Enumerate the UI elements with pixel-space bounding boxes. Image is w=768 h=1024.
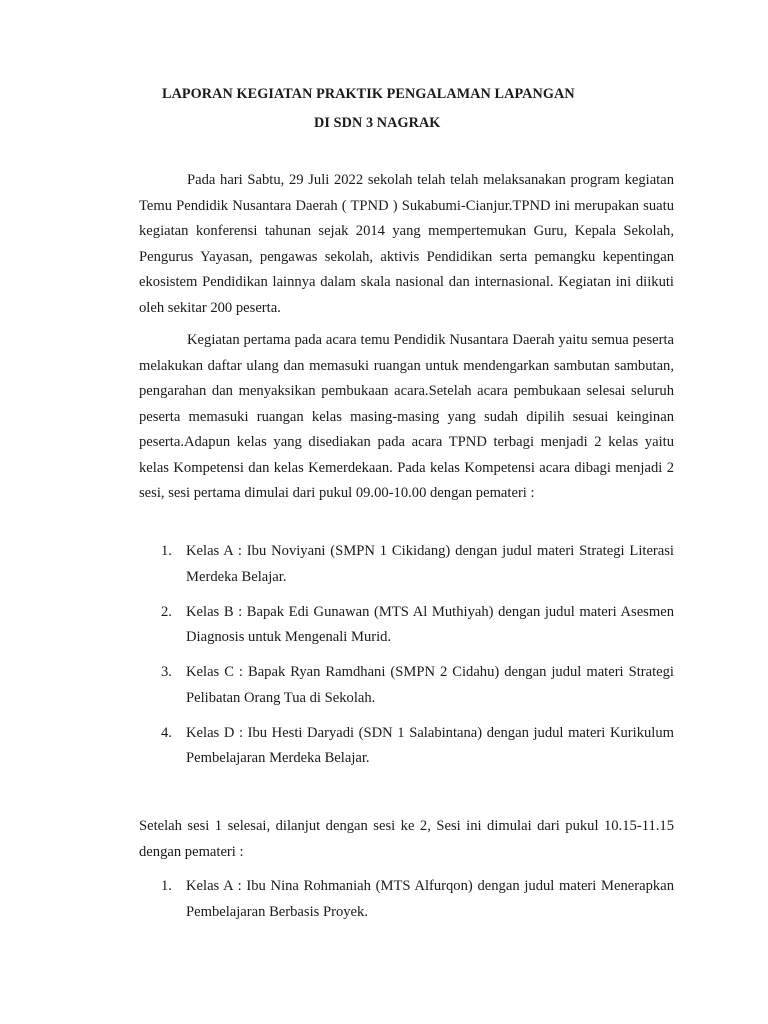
list-number: 1. <box>161 543 172 559</box>
list-item-text: Kelas B : Bapak Edi Gunawan (MTS Al Muthiyah) dengan judul materi Asesmen Diagnosis untuk Mengenali Murid. <box>186 603 674 645</box>
list-number: 1. <box>161 878 172 894</box>
list-item <box>139 874 674 925</box>
list-item <box>139 660 674 711</box>
list-number: 3. <box>161 664 172 680</box>
list-item <box>139 539 674 590</box>
session-1-speaker-list <box>139 539 674 781</box>
list-item <box>139 600 674 651</box>
list-item-text: Kelas A : Ibu Noviyani (SMPN 1 Cikidang) dengan judul materi Strategi Literasi Merdeka Belajar. <box>186 543 674 585</box>
paragraph-3: Setelah sesi 1 selesai, dilanjut dengan sesi ke 2, Sesi ini dimulai dari pukul 10.15-11.15 dengan pemateri : <box>139 818 674 860</box>
session-2-speaker-list <box>139 874 674 935</box>
list-item-text: Kelas C : Bapak Ryan Ramdhani (SMPN 2 Cidahu) dengan judul materi Strategi Pelibatan Orang Tua di Sekolah. <box>186 664 674 706</box>
list-number: 2. <box>161 603 172 620</box>
paragraph-1: Pada hari Sabtu, 29 Juli 2022 sekolah telah telah melaksanakan program kegiatan Temu Pendidik Nusantara Daerah ( TPND ) Sukabumi-Cianjur.TPND ini merupakan suatu kegiatan konferensi tahunan sejak 2014 yang mempertemukan Guru, Kepala Sekolah, Pengurus Yayasan, pengawas sekolah, aktivis Pendidikan serta pemangku kepentingan ekosistem Pendidikan lainnya dalam skala nasional dan internasional. Kegiatan ini diikuti oleh sekitar 200 peserta. <box>139 172 674 316</box>
document-title-line-2: DI SDN 3 NAGRAK <box>314 115 441 131</box>
list-number: 4. <box>161 724 172 741</box>
list-item <box>139 721 674 772</box>
list-item-text: Kelas D : Ibu Hesti Daryadi (SDN 1 Salabintana) dengan judul materi Kurikulum Pembelajaran Merdeka Belajar. <box>186 724 674 766</box>
list-item-text: Kelas A : Ibu Nina Rohmaniah (MTS Alfurqon) dengan judul materi Menerapkan Pembelajaran Berbasis Proyek. <box>186 878 674 920</box>
paragraph-2: Kegiatan pertama pada acara temu Pendidik Nusantara Daerah yaitu semua peserta melakukan daftar ulang dan memasuki ruangan untuk mendengarkan sambutan sambutan, pengarahan dan menyaksikan pembukaan acara.Setelah acara pembukaan selesai seluruh peserta memasuki ruangan kelas masing-masing yang sudah dipilih sesuai keinginan peserta.Adapun kelas yang disediakan pada acara TPND terbagi menjadi 2 kelas yaitu kelas Kompetensi dan kelas Kemerdekaan. Pada kelas Kompetensi acara dibagi menjadi 2 sesi, sesi pertama dimulai dari pukul 09.00-10.00 dengan pemateri : <box>139 332 674 501</box>
document-title-line-1: LAPORAN KEGIATAN PRAKTIK PENGALAMAN LAPANGAN <box>162 86 575 102</box>
